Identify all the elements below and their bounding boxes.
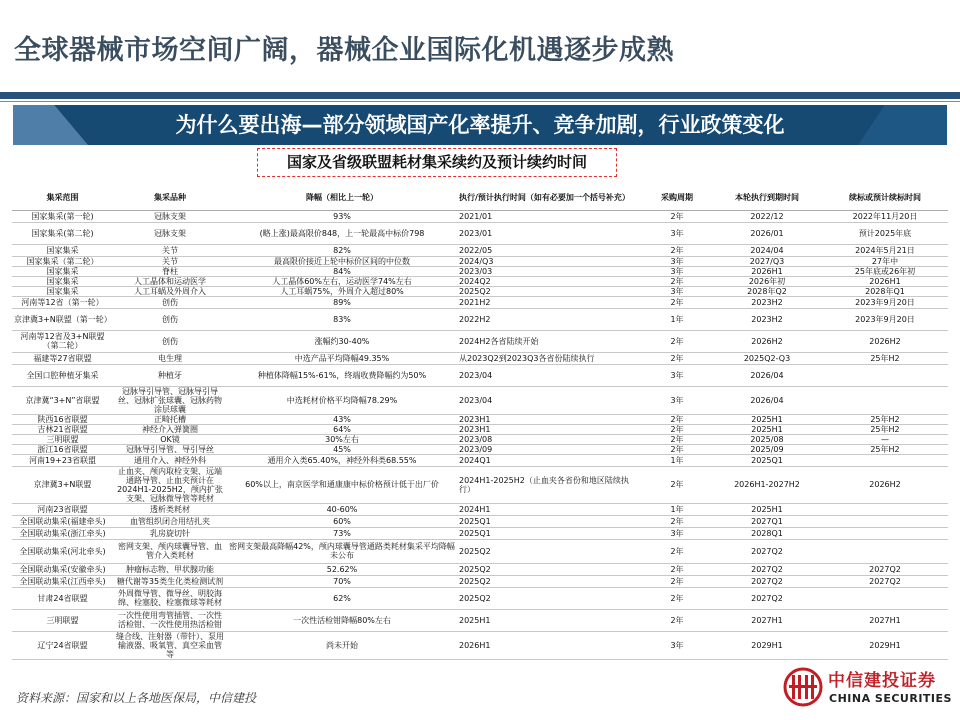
table-cell: 冠脉支架	[113, 222, 227, 244]
table-cell	[822, 539, 948, 563]
table-row	[12, 515, 948, 527]
table-cell	[822, 587, 948, 609]
col-header-exec-time: 执行/预计执行时间（如有必要加一个括号补充）	[457, 186, 642, 210]
table-cell: 三明联盟	[12, 434, 113, 444]
table-cell: 2025H1	[712, 503, 822, 515]
table-row	[12, 330, 948, 352]
table-cell: 2029H1	[822, 631, 948, 659]
table-row	[12, 352, 948, 364]
table-cell: 2026H1	[457, 631, 642, 659]
table-cell: 2026/01	[712, 222, 822, 244]
table-row	[12, 631, 948, 659]
table-cell: 浙江16省联盟	[12, 444, 113, 454]
col-header-renewal: 续标或预计续标时间	[822, 186, 948, 210]
table-cell: 84%	[227, 266, 457, 276]
table-cell: 全国口腔种植牙集采	[12, 364, 113, 386]
table-cell: 2年	[642, 210, 712, 222]
table-cell: 创伤	[113, 330, 227, 352]
table-cell: 3年	[642, 222, 712, 244]
table-cell: 2023/08	[457, 434, 642, 444]
table-cell: 2027H1	[712, 609, 822, 631]
table-cell: 62%	[227, 587, 457, 609]
table-cell: 2028Q1	[712, 527, 822, 539]
table-cell: 1年	[642, 503, 712, 515]
table-cell: OK镜	[113, 434, 227, 444]
table-cell: 国家集采(第二轮)	[12, 222, 113, 244]
table-cell: 2025Q2	[457, 286, 642, 296]
table-cell: 乳房旋切针	[113, 527, 227, 539]
table-cell: 冠脉支架	[113, 210, 227, 222]
table-cell: 血管组织闭合用结扎夹	[113, 515, 227, 527]
table-cell	[822, 454, 948, 466]
table-cell: 缝合线、注射器（带针）、泵用输液器、吸氧管、真空采血管等	[113, 631, 227, 659]
table-cell: 2025Q2	[457, 575, 642, 587]
table-cell: 中选耗材价格平均降幅78.29%	[227, 386, 457, 414]
table-cell: 糖代谢等35类生化类检测试剂	[113, 575, 227, 587]
table-cell: 30%左右	[227, 434, 457, 444]
table-cell: 脊柱	[113, 266, 227, 276]
table-row	[12, 308, 948, 330]
table-row	[12, 444, 948, 454]
table-cell: 2022年11月20日	[822, 210, 948, 222]
table-cell: 2025Q2	[457, 587, 642, 609]
table-cell: 创伤	[113, 308, 227, 330]
table-cell: 2026H2	[822, 330, 948, 352]
table-row	[12, 503, 948, 515]
table-cell: 2027Q1	[712, 515, 822, 527]
table-cell: 1年	[642, 454, 712, 466]
table-cell: 2026H1	[822, 276, 948, 286]
table-cell: 2年	[642, 587, 712, 609]
table-cell: 2022/05	[457, 244, 642, 256]
table-cell	[822, 527, 948, 539]
table-cell: 2027Q2	[712, 575, 822, 587]
table-cell: 2027Q2	[712, 587, 822, 609]
table-cell: 2年	[642, 575, 712, 587]
table-cell: 45%	[227, 444, 457, 454]
table-cell: 2023/04	[457, 386, 642, 414]
table-cell: (略上涨)最高限价848，上一轮最高中标价798	[227, 222, 457, 244]
table-cell: 82%	[227, 244, 457, 256]
procurement-table	[12, 186, 948, 660]
table-cell	[822, 503, 948, 515]
table-cell: 神经介入弹簧圈	[113, 424, 227, 434]
table-cell: 60%以上，南京医学和通康康中标价格预计低于出厂价	[227, 466, 457, 503]
table-cell: 全国联动集采(福建牵头)	[12, 515, 113, 527]
table-cell: 止血夹、颅内取栓支架、远端通路导管、止血夹预计在2024H1-2025H2，颅内扩张支架、冠脉微导管等耗材	[113, 466, 227, 503]
table-cell: 2年	[642, 276, 712, 286]
table-cell: 电生理	[113, 352, 227, 364]
table-cell: 2年	[642, 244, 712, 256]
table-subtitle: 国家及省级联盟耗材集采续约及预计续约时间	[257, 148, 617, 177]
table-row	[12, 575, 948, 587]
table-cell: 2024Q1	[457, 454, 642, 466]
table-cell: 2025Q1	[457, 515, 642, 527]
table-cell: 2024H2各省陆续开始	[457, 330, 642, 352]
table-cell: 2023/09	[457, 444, 642, 454]
table-cell: 辽宁24省联盟	[12, 631, 113, 659]
table-cell: 2024H1-2025H2（止血夹各省份和地区陆续执行）	[457, 466, 642, 503]
table-cell: 全国联动集采(浙江牵头)	[12, 527, 113, 539]
table-cell: 甘肃24省联盟	[12, 587, 113, 609]
table-cell: 2023年9月20日	[822, 308, 948, 330]
table-cell: 2025/08	[712, 434, 822, 444]
table-cell: 密网支架、颅内球囊导管、血管介入类耗材	[113, 539, 227, 563]
table-row	[12, 563, 948, 575]
table-cell: 2021/01	[457, 210, 642, 222]
page-title: 全球器械市场空间广阔，器械企业国际化机遇逐步成熟	[14, 35, 674, 66]
table-cell: 2024H1	[457, 503, 642, 515]
table-cell: 2027H1	[822, 609, 948, 631]
table-cell: 2026H1	[712, 266, 822, 276]
table-cell: 2年	[642, 424, 712, 434]
table-cell: 27年中	[822, 256, 948, 266]
table-cell: 河南19+23省联盟	[12, 454, 113, 466]
table-cell: 25年H2	[822, 444, 948, 454]
table-cell: 60%	[227, 515, 457, 527]
table-cell: 43%	[227, 414, 457, 424]
table-cell: 创伤	[113, 296, 227, 308]
table-cell: 人工晶体60%左右，运动医学74%左右	[227, 276, 457, 286]
table-cell: 2024/Q3	[457, 256, 642, 266]
table-cell: 从2023Q2到2023Q3各省份陆续执行	[457, 352, 642, 364]
source-note: 资料来源：国家和以上各地医保局，中信建投	[16, 691, 257, 705]
table-cell: 2025Q2	[457, 539, 642, 563]
table-cell: 25年H2	[822, 424, 948, 434]
table-cell: 2027Q2	[712, 539, 822, 563]
table-row	[12, 424, 948, 434]
table-cell: 40-60%	[227, 503, 457, 515]
table-cell: 2年	[642, 296, 712, 308]
table-row	[12, 527, 948, 539]
table-cell: 通用介入类65.40%，神经外科类68.55%	[227, 454, 457, 466]
table-cell: 中选产品平均降幅49.35%	[227, 352, 457, 364]
table-row	[12, 434, 948, 444]
table-row	[12, 454, 948, 466]
table-cell: 国家集采（第二轮）	[12, 256, 113, 266]
table-cell: 2年	[642, 466, 712, 503]
table-cell: 2023/03	[457, 266, 642, 276]
table-cell: 3年	[642, 527, 712, 539]
table-cell: 2024/04	[712, 244, 822, 256]
table-row	[12, 466, 948, 503]
table-cell: 2023/01	[457, 222, 642, 244]
table-cell: 最高限价接近上轮中标价区间的中位数	[227, 256, 457, 266]
table-cell: 2027Q2	[712, 563, 822, 575]
table-cell: 3年	[642, 364, 712, 386]
table-cell: 2年	[642, 515, 712, 527]
table-cell: 2025Q2	[457, 563, 642, 575]
table-body	[12, 210, 948, 659]
col-header-category: 集采品种	[113, 186, 227, 210]
table-row	[12, 286, 948, 296]
table-cell	[822, 515, 948, 527]
table-cell: 2027Q2	[822, 563, 948, 575]
table-row	[12, 296, 948, 308]
table-cell: 肿瘤标志物、甲状腺功能	[113, 563, 227, 575]
table-cell: 2026H1-2027H2	[712, 466, 822, 503]
table-row	[12, 244, 948, 256]
table-cell: 外周微导管、微导丝、明胶海绵、栓塞胶、栓塞微球等耗材	[113, 587, 227, 609]
table-cell: 2年	[642, 352, 712, 364]
table-cell: 京津冀3+N联盟	[12, 466, 113, 503]
table-cell: 2023H1	[457, 424, 642, 434]
table-cell: 2025Q1	[712, 454, 822, 466]
table-cell	[822, 364, 948, 386]
table-row	[12, 364, 948, 386]
table-cell: 国家集采	[12, 266, 113, 276]
table-cell: 全国联动集采(河北牵头)	[12, 539, 113, 563]
table-cell: 89%	[227, 296, 457, 308]
table-cell: 涨幅约30-40%	[227, 330, 457, 352]
section-banner	[13, 105, 947, 145]
table-cell: 2023/04	[457, 364, 642, 386]
table-cell: 70%	[227, 575, 457, 587]
table-cell: 2028年Q1	[822, 286, 948, 296]
table-cell: 冠脉导引导管、导引导丝	[113, 444, 227, 454]
col-header-cycle: 采购周期	[642, 186, 712, 210]
table-cell: 京津冀“3+N”省联盟	[12, 386, 113, 414]
logo-name-en: CHINA SECURITIES	[829, 692, 952, 705]
logo-name-cn: 中信建投证券	[828, 671, 936, 691]
table-cell: 2026年初	[712, 276, 822, 286]
table-cell: 52.62%	[227, 563, 457, 575]
title-rule	[0, 92, 960, 99]
table-cell: 全国联动集采(安徽牵头)	[12, 563, 113, 575]
table-cell: 三明联盟	[12, 609, 113, 631]
table-cell: 2024Q2	[457, 276, 642, 286]
table-cell: 2年	[642, 330, 712, 352]
table-cell: 国家集采	[12, 286, 113, 296]
table-cell: 京津冀3+N联盟（第一轮）	[12, 308, 113, 330]
table-cell: 尚未开始	[227, 631, 457, 659]
table-cell: 福建等27省联盟	[12, 352, 113, 364]
table-cell: 通用介入、神经外科	[113, 454, 227, 466]
table-cell: 人工耳蜗75%，外周介入超过80%	[227, 286, 457, 296]
table-cell: 一次性活检钳降幅80%左右	[227, 609, 457, 631]
table-cell: 2025H1	[712, 414, 822, 424]
table-cell: 2年	[642, 434, 712, 444]
table-cell: 正畸托槽	[113, 414, 227, 424]
table-cell: 河南等12省及3+N联盟（第二轮）	[12, 330, 113, 352]
table-cell: 93%	[227, 210, 457, 222]
table-cell: 2025Q1	[457, 527, 642, 539]
table-cell: 3年	[642, 631, 712, 659]
table-cell: 透析类耗材	[113, 503, 227, 515]
table-cell: 2023年9月20日	[822, 296, 948, 308]
table-cell: 2026H2	[712, 330, 822, 352]
table-cell: 3年	[642, 386, 712, 414]
table-cell: 2022H2	[457, 308, 642, 330]
table-cell: 预计2025年底	[822, 222, 948, 244]
table-row	[12, 276, 948, 286]
table-cell: 2024年5月21日	[822, 244, 948, 256]
table-cell: 2025H1	[712, 424, 822, 434]
table-cell: 河南等12省（第一轮）	[12, 296, 113, 308]
table-cell: 2年	[642, 563, 712, 575]
table-header-row	[12, 186, 948, 210]
table-row	[12, 266, 948, 276]
table-cell: 2027Q2	[822, 575, 948, 587]
table-cell: 2023H1	[457, 414, 642, 424]
title-rule-thin	[0, 101, 960, 102]
table-cell: 25年底或26年初	[822, 266, 948, 276]
citic-logo-icon	[783, 665, 823, 709]
table-cell: 2021H2	[457, 296, 642, 308]
table-cell: 25年H2	[822, 414, 948, 424]
table-cell: 3年	[642, 266, 712, 276]
table-row	[12, 539, 948, 563]
table-cell: 3年	[642, 256, 712, 266]
table-cell: 一次性使用弯管插管、一次性活检钳、一次性使用热活检钳	[113, 609, 227, 631]
table-cell: 2029H1	[712, 631, 822, 659]
table-row	[12, 587, 948, 609]
table-cell: 2026/04	[712, 364, 822, 386]
table-cell: 河南23省联盟	[12, 503, 113, 515]
table-cell: —	[822, 434, 948, 444]
table-cell: 73%	[227, 527, 457, 539]
table-cell: 吉林21省联盟	[12, 424, 113, 434]
table-cell: 国家集采	[12, 244, 113, 256]
table-cell: 25年H2	[822, 352, 948, 364]
table-cell: 2年	[642, 609, 712, 631]
table-cell: 2028年Q2	[712, 286, 822, 296]
table-row	[12, 210, 948, 222]
table-row	[12, 256, 948, 266]
banner-text: 为什么要出海—部分领域国产化率提升、竞争加剧，行业政策变化	[175, 113, 785, 137]
table-cell: 国家集采	[12, 276, 113, 286]
table-cell: 关节	[113, 244, 227, 256]
table-cell: 国家集采(第一轮)	[12, 210, 113, 222]
table-cell: 2年	[642, 414, 712, 424]
table-cell: 人工晶体和运动医学	[113, 276, 227, 286]
table-cell: 陕西16省联盟	[12, 414, 113, 424]
table-row	[12, 222, 948, 244]
table-cell: 2026/04	[712, 386, 822, 414]
table-cell: 种植牙	[113, 364, 227, 386]
table-cell: 2026H2	[822, 466, 948, 503]
table-cell: 3年	[642, 286, 712, 296]
table-cell: 人工耳蜗及外周介入	[113, 286, 227, 296]
col-header-price-cut: 降幅（相比上一轮）	[227, 186, 457, 210]
table-cell: 关节	[113, 256, 227, 266]
table-cell: 2027/Q3	[712, 256, 822, 266]
table-cell: 种植体降幅15%-61%，终端收费降幅约为50%	[227, 364, 457, 386]
table-cell: 2年	[642, 539, 712, 563]
table-cell: 64%	[227, 424, 457, 434]
table-cell: 密网支架最高降幅42%，颅内球囊导管通路类耗材集采平均降幅未公布	[227, 539, 457, 563]
table-cell: 2023H2	[712, 296, 822, 308]
table-cell: 2025H1	[457, 609, 642, 631]
col-header-scope: 集采范围	[12, 186, 113, 210]
table-cell: 2025/09	[712, 444, 822, 454]
table-cell	[822, 386, 948, 414]
table-cell: 1年	[642, 308, 712, 330]
table-cell: 83%	[227, 308, 457, 330]
table-cell: 冠脉导引导管、冠脉导引导丝、冠脉扩张球囊、冠脉药物涂层球囊	[113, 386, 227, 414]
company-logo	[783, 665, 958, 713]
table-row	[12, 386, 948, 414]
table-row	[12, 609, 948, 631]
table-cell: 2年	[642, 444, 712, 454]
table-cell: 2025Q2-Q3	[712, 352, 822, 364]
table-cell: 2023H2	[712, 308, 822, 330]
col-header-expiry: 本轮执行到期时间	[712, 186, 822, 210]
table-cell: 全国联动集采(江西牵头)	[12, 575, 113, 587]
table-row	[12, 414, 948, 424]
table-cell: 2022/12	[712, 210, 822, 222]
